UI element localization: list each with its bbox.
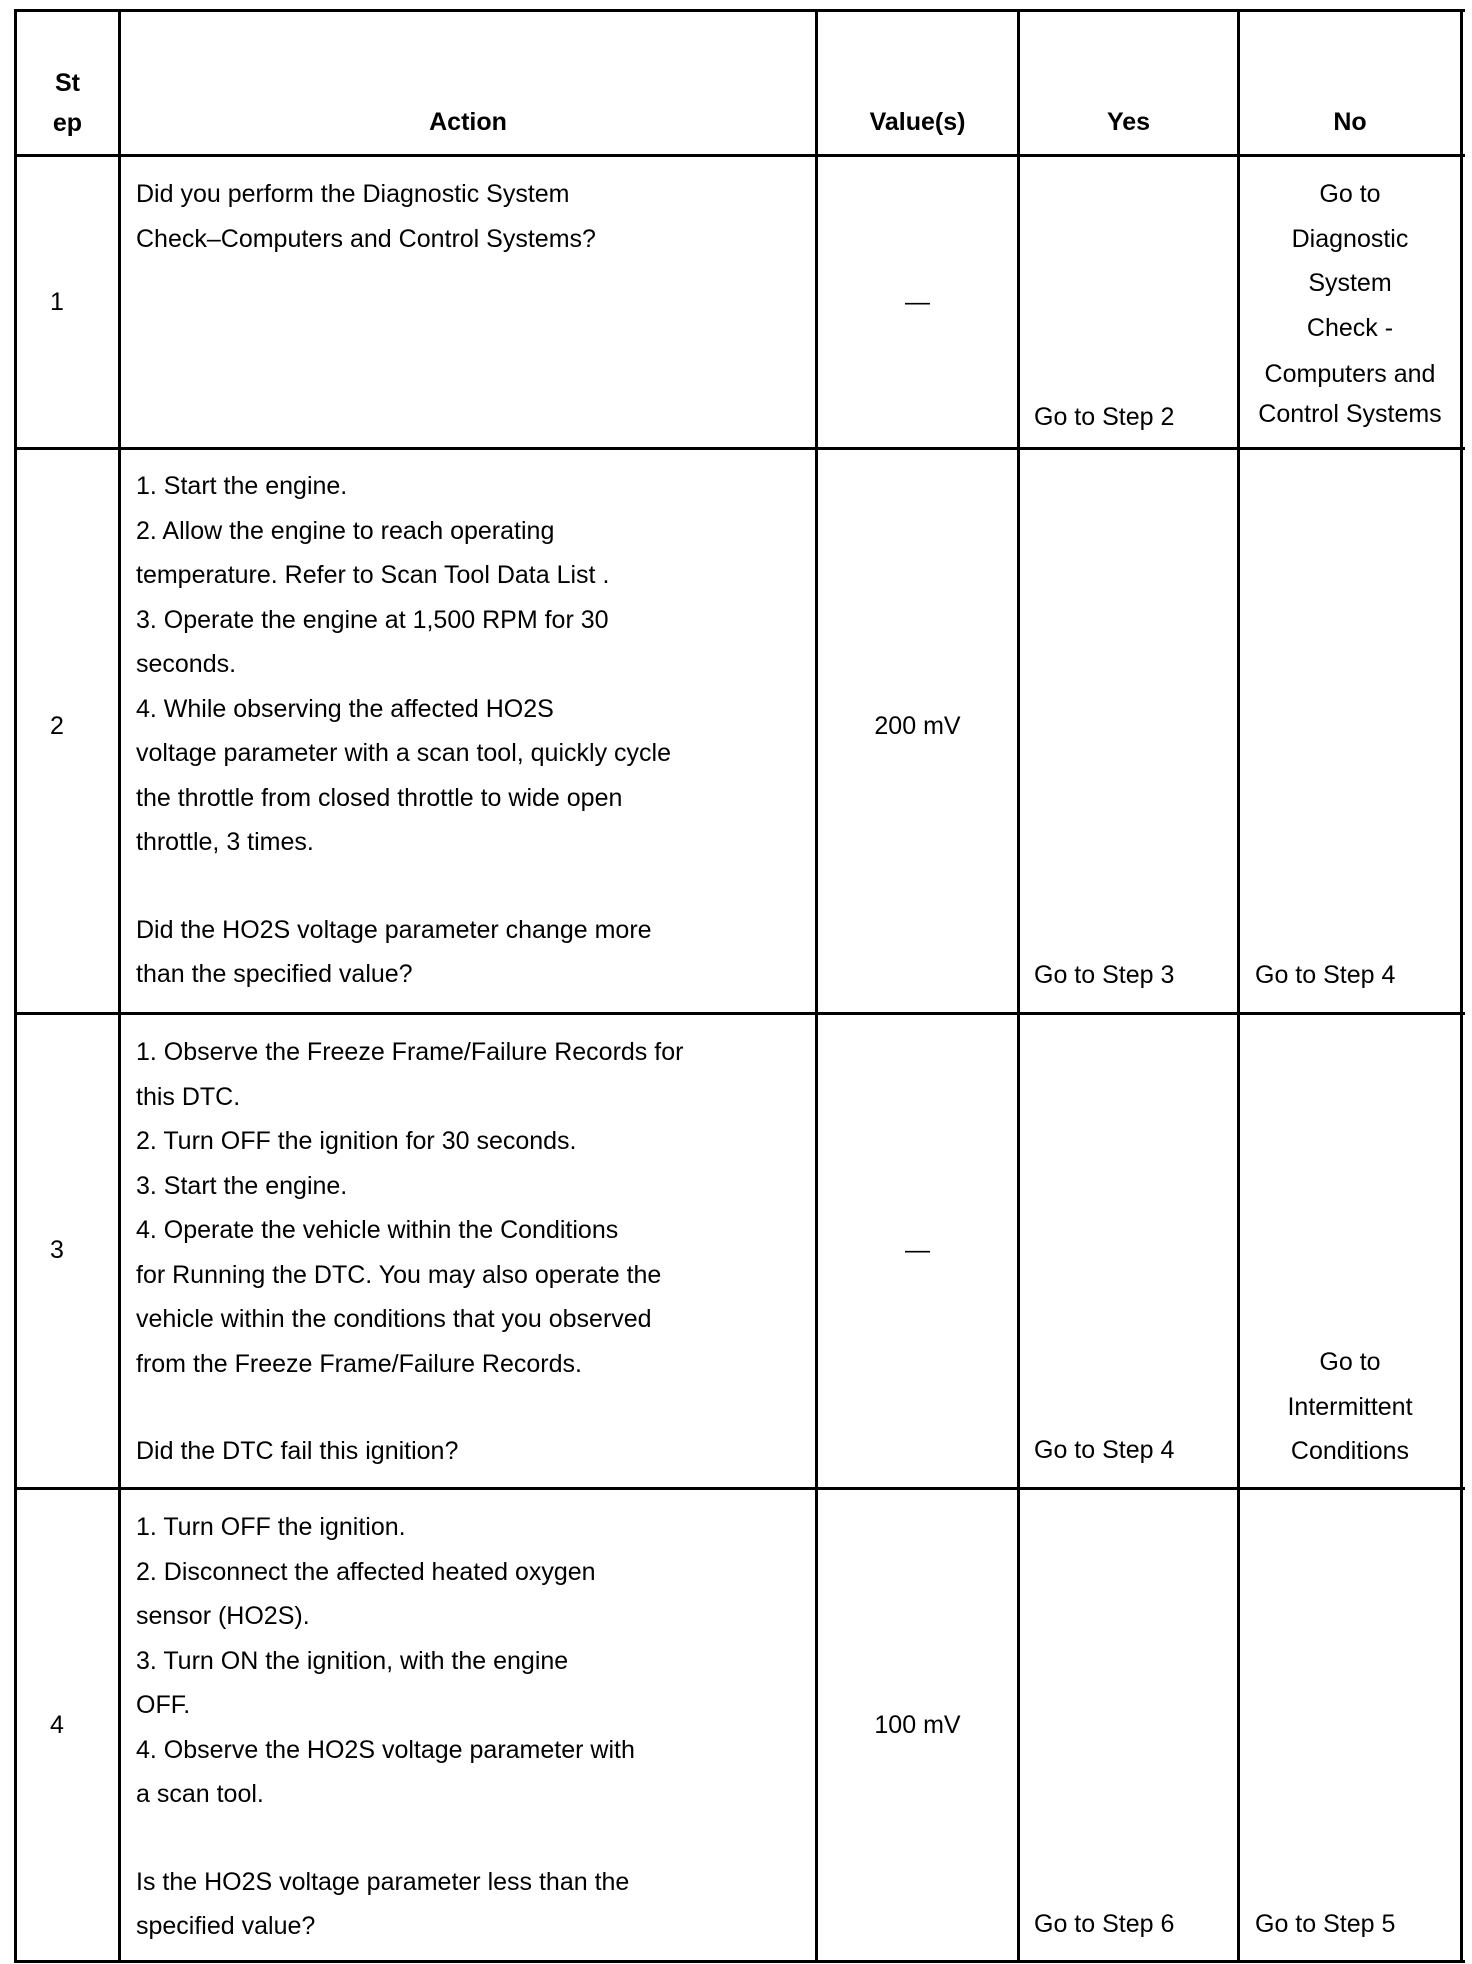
action-cell: [136, 172, 806, 261]
no-cell-line: Conditions: [1290, 1437, 1410, 1465]
header-step-line-1: St: [55, 69, 80, 97]
row-divider-3: [14, 1487, 1465, 1490]
no-cell-line: Go to: [1319, 180, 1381, 208]
question-line: specified value?: [136, 1912, 316, 1940]
yes-cell: Go to Step 6: [1034, 1910, 1175, 1938]
action-line: Check–Computers and Control Systems?: [136, 224, 596, 253]
value-cell: —: [905, 288, 930, 316]
no-cell: Go to Step 4: [1255, 961, 1396, 989]
header-action: Action: [429, 108, 507, 136]
step-number: 1: [50, 288, 64, 316]
no-cell: [1240, 1340, 1460, 1474]
action-line: OFF.: [136, 1691, 191, 1719]
yes-cell: Go to Step 2: [1034, 403, 1175, 431]
action-line: 3. Turn ON the ignition, with the engine: [136, 1646, 569, 1675]
no-cell-line: System: [1308, 269, 1392, 297]
action-line: Did you perform the Diagnostic System: [136, 180, 570, 208]
action-line: 4. Observe the HO2S voltage parameter with: [136, 1735, 635, 1764]
col-divider-action: [118, 9, 121, 1963]
yes-cell: Go to Step 4: [1034, 1436, 1175, 1464]
header-step-line-2: ep: [52, 109, 83, 137]
col-divider-yes: [1017, 9, 1020, 1963]
yes-cell: Go to Step 3: [1034, 961, 1175, 989]
header-divider: [14, 154, 1465, 157]
table-border-top: [14, 9, 1465, 12]
action-line: 1. Observe the Freeze Frame/Failure Records for: [136, 1038, 684, 1066]
header-values: Value(s): [869, 108, 966, 136]
action-line: for Running the DTC. You may also operate the: [136, 1260, 662, 1289]
table-border-right: [1460, 9, 1463, 1963]
table-border-left: [14, 9, 17, 1963]
action-line: 2. Disconnect the affected heated oxygen: [136, 1557, 596, 1586]
step-number: 4: [50, 1711, 64, 1739]
question-line: Is the HO2S voltage parameter less than the: [136, 1867, 630, 1896]
no-cell-line: Computers and: [1264, 360, 1436, 388]
header-no: No: [1333, 108, 1367, 136]
paragraph-gap: [136, 865, 806, 908]
header-yes: Yes: [1106, 108, 1151, 136]
paragraph-gap: [136, 1817, 806, 1860]
action-line: vehicle within the conditions that you observed: [136, 1305, 652, 1333]
action-line: voltage parameter with a scan tool, quickly cycle: [136, 739, 671, 767]
value-cell: 100 mV: [874, 1711, 961, 1739]
action-line: 3. Operate the engine at 1,500 RPM for 30: [136, 605, 609, 634]
question-line: Did the DTC fail this ignition?: [136, 1437, 459, 1465]
step-number: 3: [50, 1236, 64, 1264]
action-line: seconds.: [136, 650, 237, 678]
value-cell: —: [905, 1236, 930, 1264]
question-line: than the specified value?: [136, 960, 413, 988]
action-line: from the Freeze Frame/Failure Records.: [136, 1349, 582, 1378]
no-cell-line: Diagnostic: [1291, 224, 1409, 253]
action-line: 1. Turn OFF the ignition.: [136, 1513, 406, 1541]
action-line: 2. Allow the engine to reach operating: [136, 516, 555, 545]
action-line: the throttle from closed throttle to wide open: [136, 783, 623, 812]
header-step: [17, 63, 118, 143]
no-cell-line: Check -: [1306, 313, 1394, 342]
action-line: a scan tool.: [136, 1780, 264, 1808]
action-cell: [136, 1030, 806, 1474]
action-line: 4. Operate the vehicle within the Conditions: [136, 1216, 619, 1244]
action-line: 2. Turn OFF the ignition for 30 seconds.: [136, 1127, 577, 1155]
question-line: Did the HO2S voltage parameter change more: [136, 915, 652, 944]
table-border-bottom: [14, 1960, 1465, 1963]
action-line: sensor (HO2S).: [136, 1602, 310, 1630]
no-cell: [1240, 172, 1460, 434]
action-line: 3. Start the engine.: [136, 1171, 348, 1200]
paragraph-gap: [136, 1386, 806, 1429]
no-cell-line: Intermittent: [1287, 1392, 1413, 1421]
action-line: 4. While observing the affected HO2S: [136, 694, 554, 723]
row-divider-2: [14, 1012, 1465, 1015]
no-cell: Go to Step 5: [1255, 1910, 1396, 1938]
no-cell-line: Control Systems: [1258, 400, 1442, 428]
step-number: 2: [50, 712, 64, 740]
action-cell: [136, 1505, 806, 1949]
action-line: 1. Start the engine.: [136, 472, 348, 500]
action-line: throttle, 3 times.: [136, 828, 314, 856]
action-line: temperature. Refer to Scan Tool Data List .: [136, 561, 610, 589]
action-cell: [136, 464, 806, 997]
row-divider-1: [14, 447, 1465, 450]
action-line: this DTC.: [136, 1082, 241, 1111]
no-cell-line: Go to: [1319, 1348, 1381, 1376]
value-cell: 200 mV: [874, 712, 961, 740]
